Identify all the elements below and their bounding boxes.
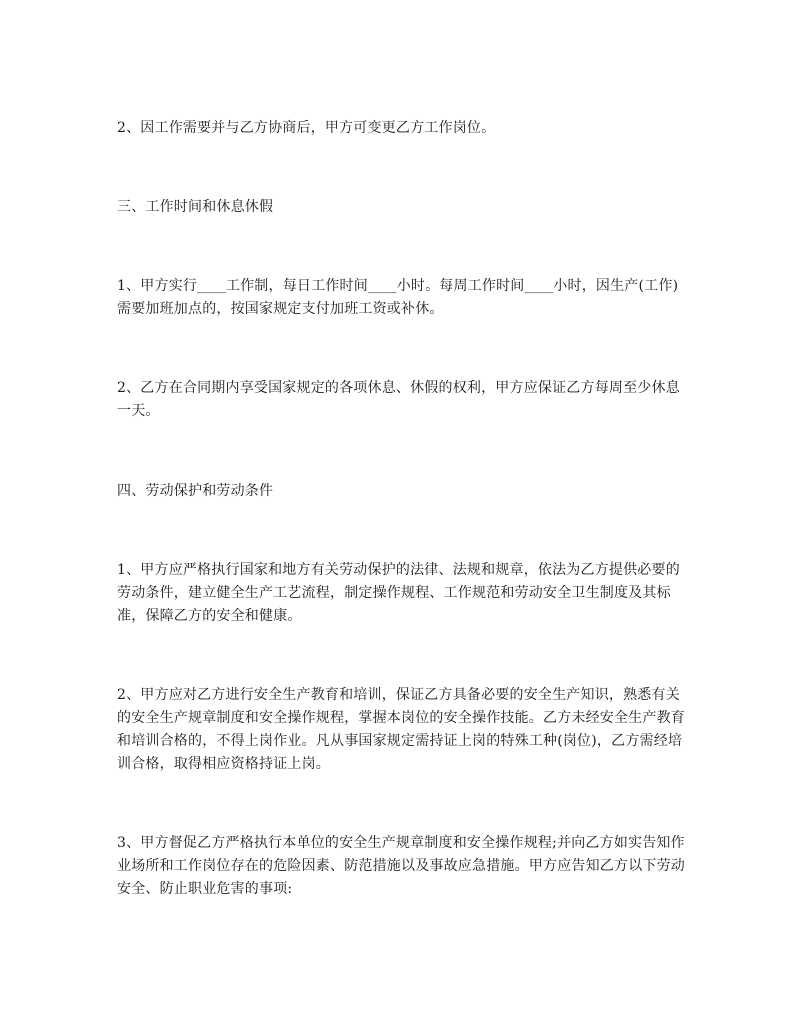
section-4-heading: 四、劳动保护和劳动条件 (117, 483, 274, 499)
clause-1-labor-protection: 1、甲方应严格执行国家和地方有关劳动保护的法律、法规和规章，依法为乙方提供必要的劳动条件，建立健全生产工艺流程，制定操作规程、工作规范和劳动安全卫生制度及其标准，保障乙方的安全和健康。 (117, 562, 680, 624)
clause-2-job-change: 2、因工作需要并与乙方协商后，甲方可变更乙方工作岗位。 (117, 120, 496, 136)
clause-2-rest-leave: 2、乙方在合同期内享受国家规定的各项休息、休假的权利，甲方应保证乙方每周至少休息一天。 (117, 380, 680, 419)
clause-2-safety-training: 2、甲方应对乙方进行安全生产教育和培训，保证乙方具备必要的安全生产知识，熟悉有关的安全生产规章制度和安全操作规程，掌握本岗位的安全操作技能。乙方未经安全生产教育和培训合格的，不得上岗作业。凡从事国家规定需持证上岗的特殊工种(岗位)，乙方需经培训合格，取得相应资格持证上岗。 (117, 687, 685, 772)
clause-3-safety-rules: 3、甲方督促乙方严格执行本单位的安全生产规章制度和安全操作规程;并向乙方如实告知作业场所和工作岗位存在的危险因素、防范措施以及事故应急措施。甲方应告知乙方以下劳动安全、防止职业危害的事项: (117, 835, 685, 897)
clause-1-working-hours: 1、甲方实行____工作制，每日工作时间____小时。每周工作时间____小时，因生产(工作)需要加班加点的，按国家规定支付加班工资或补休。 (117, 278, 679, 317)
section-3-heading: 三、工作时间和休息休假 (117, 199, 274, 215)
